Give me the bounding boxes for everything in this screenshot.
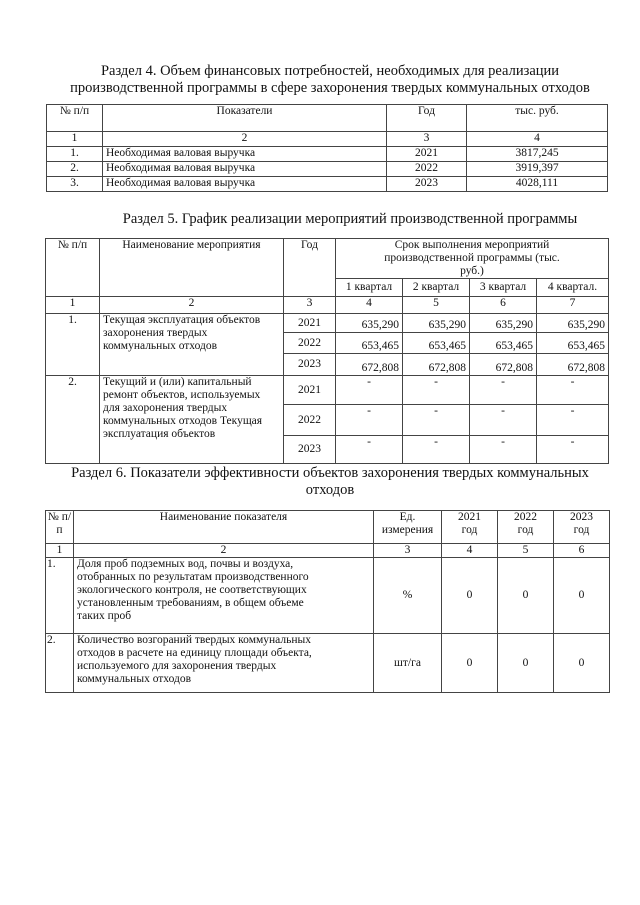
quarter-value: 672,808: [336, 354, 403, 376]
row-num: 2.: [47, 162, 103, 177]
column-number-row: [46, 297, 609, 314]
item-name: Текущая эксплуатация объектов захоронения твердых коммунальных отходов: [100, 314, 284, 376]
col-number: 6: [470, 297, 537, 314]
header-quarter-2: 2 квартал: [403, 279, 470, 297]
quarter-value: 672,808: [470, 354, 537, 376]
table-header-row: [46, 239, 609, 279]
col-number: 3: [387, 132, 467, 147]
section4-title-line2: производственной программы в сфере захоронения твердых коммунальных отходов: [70, 80, 590, 96]
quarter-value: -: [336, 436, 403, 464]
quarter-value: 635,290: [336, 314, 403, 333]
col-number: 1: [47, 132, 103, 147]
header-period: Срок выполнения мероприятий производственной программы (тыс. руб.): [336, 239, 609, 279]
section5-title: Раздел 5. График реализации мероприятий производственной программы: [122, 211, 578, 227]
col-number: 3: [284, 297, 336, 314]
section5-table: [45, 238, 609, 464]
header-indicator: Показатели: [103, 105, 387, 132]
header-quarter-3: 3 квартал: [470, 279, 537, 297]
header-num: № п/п: [46, 239, 100, 297]
header-quarter-4: 4 квартал.: [537, 279, 609, 297]
quarter-value: 653,465: [403, 333, 470, 354]
col-number: 2: [74, 544, 374, 558]
row-name: Количество возгораний твердых коммунальных отходов в расчете на единицу площади объекта, используемого для захоронения твердых коммунальных отходов: [74, 634, 374, 693]
quarter-value: -: [537, 405, 609, 436]
quarter-value: -: [336, 376, 403, 405]
quarter-value: -: [470, 436, 537, 464]
quarter-value: -: [403, 436, 470, 464]
header-name: Наименование мероприятия: [100, 239, 284, 297]
column-number-row: [47, 132, 608, 147]
header-2022: 2022 год: [498, 511, 554, 544]
row-indicator: Необходимая валовая выручка: [103, 147, 387, 162]
item-year: 2022: [284, 333, 336, 354]
quarter-value: -: [470, 376, 537, 405]
quarter-value: -: [537, 376, 609, 405]
col-number: 4: [442, 544, 498, 558]
row-value-2023: 0: [554, 558, 610, 634]
quarter-value: -: [336, 405, 403, 436]
quarter-value: 635,290: [403, 314, 470, 333]
header-num: № п/п: [47, 105, 103, 132]
col-number: 1: [46, 544, 74, 558]
col-number: 5: [403, 297, 470, 314]
quarter-value: 653,465: [470, 333, 537, 354]
row-num: 1.: [47, 147, 103, 162]
row-num: 2.: [46, 634, 74, 693]
row-year: 2021: [387, 147, 467, 162]
item-num: 1.: [46, 314, 100, 376]
col-number: 3: [374, 544, 442, 558]
row-value-2022: 0: [498, 558, 554, 634]
section6-title-line2: отходов: [305, 482, 355, 498]
col-number: 5: [498, 544, 554, 558]
table-row: [47, 162, 608, 177]
col-number: 4: [467, 132, 608, 147]
table-row: [46, 376, 609, 405]
section6-title-line1: Раздел 6. Показатели эффективности объектов захоронения твердых коммунальных: [71, 465, 589, 481]
column-number-row: [46, 544, 610, 558]
section4-table: [46, 104, 608, 192]
item-year: 2022: [284, 405, 336, 436]
item-name: Текущий и (или) капитальный ремонт объектов, используемых для захоронения твердых коммунальных отходов Текущая эксплуатация объектов: [100, 376, 284, 464]
row-value-2021: 0: [442, 558, 498, 634]
table-row: [47, 177, 608, 192]
section4-title: [40, 63, 620, 97]
col-number: 1: [46, 297, 100, 314]
row-year: 2023: [387, 177, 467, 192]
table-row: [46, 634, 610, 693]
header-num: № п/п: [46, 511, 74, 544]
quarter-value: -: [403, 405, 470, 436]
quarter-value: -: [403, 376, 470, 405]
header-year: Год: [284, 239, 336, 297]
item-num: 2.: [46, 376, 100, 464]
header-2023: 2023 год: [554, 511, 610, 544]
row-unit: шт/га: [374, 634, 442, 693]
quarter-value: 672,808: [403, 354, 470, 376]
item-year: 2021: [284, 314, 336, 333]
col-number: 7: [537, 297, 609, 314]
row-indicator: Необходимая валовая выручка: [103, 177, 387, 192]
item-year: 2023: [284, 354, 336, 376]
item-year: 2023: [284, 436, 336, 464]
row-indicator: Необходимая валовая выручка: [103, 162, 387, 177]
row-value-2021: 0: [442, 634, 498, 693]
quarter-value: 672,808: [537, 354, 609, 376]
col-number: 4: [336, 297, 403, 314]
row-value: 3919,397: [467, 162, 608, 177]
header-value: тыс. руб.: [467, 105, 608, 132]
col-number: 2: [100, 297, 284, 314]
row-value-2023: 0: [554, 634, 610, 693]
header-name: Наименование показателя: [74, 511, 374, 544]
section6-table: [45, 510, 610, 693]
quarter-value: 653,465: [336, 333, 403, 354]
quarter-value: 653,465: [537, 333, 609, 354]
header-quarter-1: 1 квартал: [336, 279, 403, 297]
item-year: 2021: [284, 376, 336, 405]
row-value: 3817,245: [467, 147, 608, 162]
row-value: 4028,111: [467, 177, 608, 192]
section6-title: [40, 465, 620, 499]
row-unit: %: [374, 558, 442, 634]
quarter-value: 635,290: [470, 314, 537, 333]
table-header-row: [47, 105, 608, 132]
row-num: 3.: [47, 177, 103, 192]
col-number: 2: [103, 132, 387, 147]
quarter-value: -: [537, 436, 609, 464]
quarter-value: 635,290: [537, 314, 609, 333]
header-unit: Ед. измерения: [374, 511, 442, 544]
row-value-2022: 0: [498, 634, 554, 693]
section4-title-line1: Раздел 4. Объем финансовых потребностей, необходимых для реализации: [100, 63, 560, 79]
table-row: [46, 558, 610, 634]
table-row: [46, 314, 609, 333]
col-number: 6: [554, 544, 610, 558]
row-num: 1.: [46, 558, 74, 634]
quarter-value: -: [470, 405, 537, 436]
table-row: [47, 147, 608, 162]
header-year: Год: [387, 105, 467, 132]
table-header-row: [46, 511, 610, 544]
row-name: Доля проб подземных вод, почвы и воздуха, отобранных по результатам производственного экологического контроля, не соответствующих установленным требованиям, в общем объеме таких проб: [74, 558, 374, 634]
row-year: 2022: [387, 162, 467, 177]
header-2021: 2021 год: [442, 511, 498, 544]
